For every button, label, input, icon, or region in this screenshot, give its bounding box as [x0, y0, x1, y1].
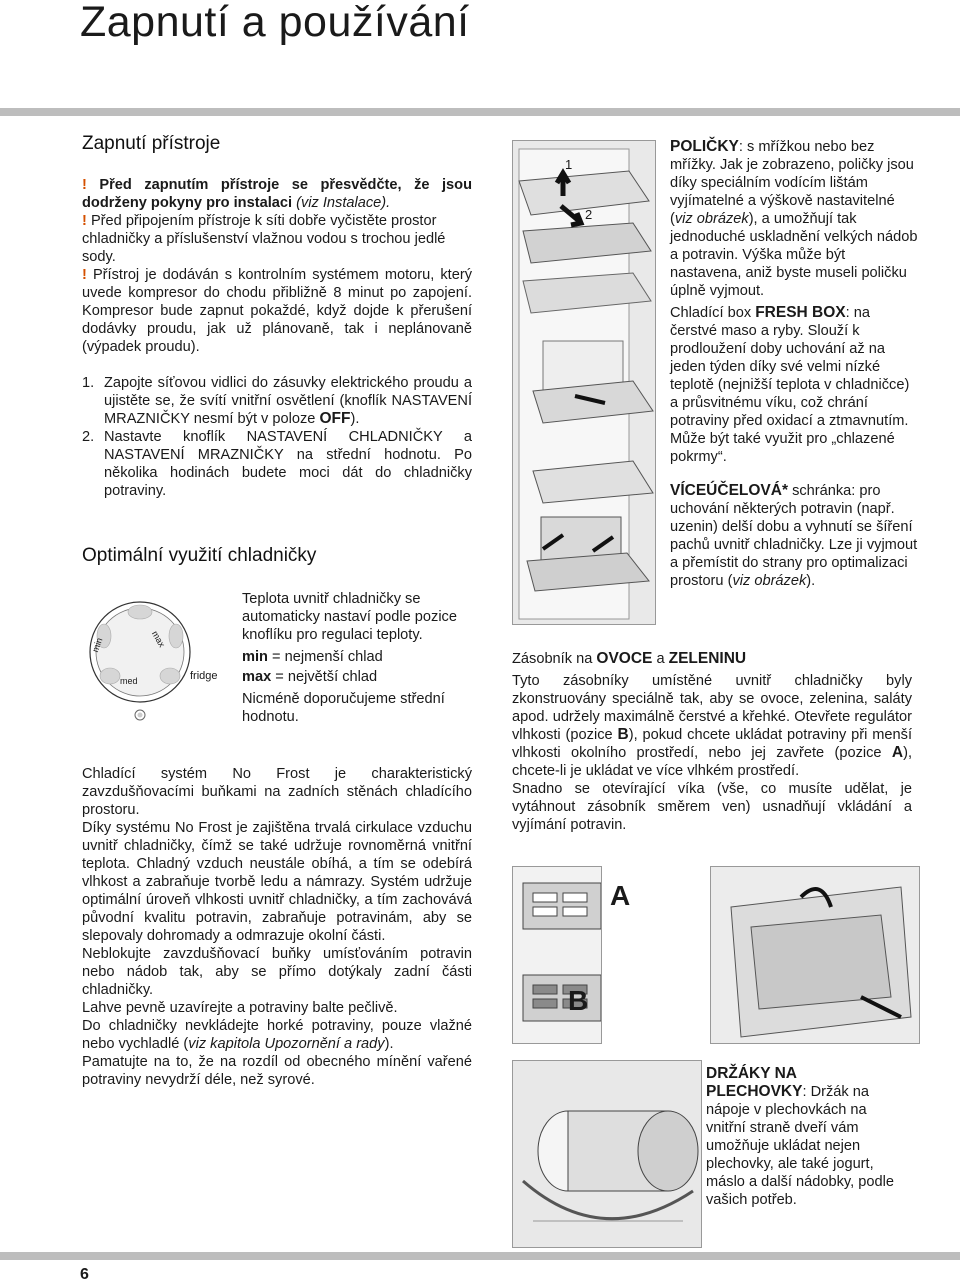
can-holder-key-2: PLECHOVKY — [706, 1083, 803, 1100]
page-title: Zapnutí a používání — [80, 0, 470, 46]
page-number: 6 — [80, 1266, 89, 1283]
recommendation-text: Nicméně doporučujeme střední hodnotu. — [242, 691, 445, 725]
section-heading-power-on: Zapnutí přístroje — [82, 133, 221, 154]
position-b-label: B — [568, 985, 589, 1016]
warning-installation-text: Před zapnutím přístroje se přesvědčte, že jsou dodrženy pokyny pro instalaci — [82, 177, 472, 211]
temperature-description — [242, 590, 467, 726]
position-a-label: A — [610, 880, 631, 911]
shelf-arrow-label-1: 1 — [565, 157, 573, 172]
body-paragraph: Neblokujte zavzdušňovací buňky umísťováním potravin nebo nádob tak, aby se přímo dotýkaly zadní části chladničky. — [82, 946, 472, 998]
multi-purpose-key: VÍCEÚČELOVÁ* — [670, 482, 788, 499]
multi-purpose-text: schránka: pro uchování některých potravin (např. uzenin) delší dobu a vyhnutí se šíření pachů uvnitř chladničky. Lze ji vyjmout a přemístit do strany pro optimalizaci prostoru ( — [670, 483, 918, 589]
drawer-text-b: ), pokud chcete ukládat potraviny při menší vlhkosti okolního prostředí, nebo jej zavřete (pozice — [512, 727, 912, 761]
figure-reference: viz obrázek — [674, 211, 749, 227]
warning-mark: ! — [82, 267, 87, 283]
fresh-box-paragraph — [670, 304, 920, 466]
step-number: 1. — [82, 375, 95, 391]
humidity-regulator-illustration — [513, 867, 602, 1044]
section-heading-optimal-use: Optimální využití chladničky — [82, 545, 317, 566]
shelves-text-end: ), a umožňují tak jednoduché uskladnění velkých nádob a potravin. Výška může být nastavena, aniž byste museli poličku úplně vyjmout. — [670, 211, 918, 299]
knob-min-label: min — [90, 636, 105, 654]
hot-food-end: ). — [384, 1036, 394, 1052]
temperature-text: Teplota uvnitř chladničky se automaticky nastaví podle pozice knoflíku pro regulaci teploty. — [242, 591, 457, 643]
fresh-box-key: FRESH BOX — [755, 304, 846, 321]
warning-mark: ! — [82, 213, 87, 229]
top-divider — [0, 108, 960, 116]
position-b: B — [617, 726, 629, 743]
vegetable-drawer-heading — [512, 650, 912, 668]
knob-med-label: med — [120, 676, 138, 686]
warning-compressor-text: Přístroj je dodáván s kontrolním systémem motoru, který uvede kompresor do chodu přibližně 8 minut po zapojení. Kompresor bude zapnut pokaždé, když dojde k přerušení dodávky proudu, jak už plánovaně, tak i neplánovaně (výpadek proudu). — [82, 267, 472, 355]
fruit-key: OVOCE — [596, 650, 653, 667]
can-holder-description — [706, 1065, 906, 1209]
shelf-arrow-label-2: 2 — [585, 207, 593, 222]
shelves-key: POLIČKY — [670, 138, 739, 155]
fresh-box-prefix: Chladící box — [670, 305, 752, 321]
shelves-description — [670, 138, 920, 590]
vegetable-drawer-description — [512, 650, 912, 834]
max-key: max — [242, 669, 272, 685]
humidity-regulator-figure — [512, 866, 602, 1044]
shelves-text: : s mřížkou nebo bez mřížky. Jak je zobrazeno, poličky jsou díky speciálním vodícím lištám vyjímatelné a výškově nastavitelné ( — [670, 139, 914, 227]
drawer-heading-prefix: Zásobník na — [512, 651, 593, 667]
vegetable-drawer-lids: Snadno se otevírající víka (vše, co musíte udělat, je vytáhnout zásobník směrem ven) usnadňují vkládání a vyjímání potravin. — [512, 781, 912, 833]
bottom-divider — [0, 1252, 960, 1260]
warning-compressor — [82, 266, 472, 356]
drawer-text-a: Tyto zásobníky umístěné uvnitř chladničky byly zkonstruovány speciálně tak, aby se ovoce, zelenina, saláty apod. udržely maximálně čerstvé a křehké. Otevřete regulátor vlhkosti (pozice — [512, 673, 912, 743]
step-number: 2. — [82, 429, 95, 445]
step-1 — [82, 374, 472, 428]
fridge-shelves-figure — [512, 140, 656, 625]
min-value: = nejmenší chlad — [272, 649, 383, 665]
warning-installation — [82, 176, 472, 212]
vegetable-drawer-illustration — [711, 867, 920, 1044]
can-holder-figure — [512, 1060, 702, 1248]
knob-max-label: max — [149, 629, 168, 649]
temperature-knob-icon — [82, 592, 222, 732]
min-key: min — [242, 649, 268, 665]
knob-fridge-label: fridge — [190, 670, 218, 682]
can-holder-illustration — [513, 1061, 702, 1248]
can-holder-paragraph — [706, 1083, 906, 1209]
warning-mark: ! — [82, 177, 87, 193]
max-row — [242, 668, 467, 686]
body-paragraph: Díky systému No Frost je zajištěna trvalá cirkulace vzduchu uvnitř chladničky, čímž se také udržuje rovnoměrná vnitřní teplota. Chladný vzduch neustále obíhá, a tím se odebírá vlhkost a zabraňuje tvorbě ledu a námrazy. Systém udržuje optimální úroveň vlhkosti uvnitř chladničky, a tím zachovává původní kvalitu potravin, zabraňuje potravinám, aby se slepovaly dohromady a odmrazuje okolní části. — [82, 820, 472, 944]
can-holder-key-1: DRŽÁKY NA — [706, 1065, 797, 1082]
step-1-text: Zapojte síťovou vidlici do zásuvky elektrického proudu a ujistěte se, že svítí vnitřní osvětlení (knoflík NASTAVENÍ MRAZNIČKY nesmí být v poloze — [104, 375, 472, 427]
hot-food-text: Do chladničky nevkládejte horké potraviny, pouze vlažné nebo vychladlé ( — [82, 1018, 472, 1052]
body-paragraph — [82, 1017, 472, 1053]
warning-cleaning — [82, 212, 472, 266]
multi-purpose-end: ). — [806, 573, 816, 589]
step-2 — [82, 428, 472, 500]
body-paragraph: Pamatujte na to, že na rozdíl od obecného mínění vařené potraviny nevydrží déle, než syrové. — [82, 1054, 472, 1088]
body-paragraph: Lahve pevně uzavírejte a potraviny balte pečlivě. — [82, 1000, 398, 1016]
warning-cleaning-text: Před připojením přístroje k síti dobře vyčistěte prostor chladničky a příslušenství vlažnou vodou s trochou jedlé sody. — [82, 213, 446, 265]
multi-purpose-paragraph — [670, 482, 920, 590]
step-1-end: ). — [350, 411, 360, 427]
drawer-heading-and: a — [656, 651, 665, 667]
vegetable-drawer-text — [512, 672, 912, 780]
off-label: OFF — [319, 410, 351, 427]
shelves-paragraph — [670, 138, 920, 300]
position-a: A — [891, 744, 904, 761]
max-value: = největší chlad — [275, 669, 378, 685]
installation-reference: (viz Instalace). — [296, 195, 391, 211]
vegetable-key: ZELENINU — [668, 650, 747, 667]
step-2-text: Nastavte knoflík NASTAVENÍ CHLADNIČKY a NASTAVENÍ MRAZNIČKY na střední hodnotu. Po několika hodinách budete moci dát do chladničky potraviny. — [104, 429, 472, 499]
warnings-reference: viz kapitola Upozornění a rady — [188, 1036, 385, 1052]
can-holder-text: : Držák na nápoje v plechovkách na vnitřní straně dveří vám umožňuje ukládat nejen plechovky, ale také jogurt, máslo a další nádobky, podle vašich potřeb. — [706, 1084, 894, 1208]
temperature-knob-figure — [82, 592, 222, 732]
drawer-text-c: ), chcete-li je ukládat ve více vlhkém prostředí. — [512, 745, 913, 779]
vegetable-drawer-figure — [710, 866, 920, 1044]
figure-reference: viz obrázek — [732, 573, 807, 589]
left-column — [82, 133, 472, 500]
min-row — [242, 648, 467, 666]
no-frost-description — [82, 765, 472, 1089]
body-paragraph: Chladící systém No Frost je charakteristický zavzdušňovacími buňkami na zadních stěnách chladícího prostoru. — [82, 766, 472, 818]
fresh-box-text: : na čerstvé maso a ryby. Slouží k prodloužení doby uchování až na jeden týden díky své velmi nízké teplotě (nejnižší teplota v chladničce) a průsvitnému víku, což chrání potraviny před oxidací a ztmavnutím. Může být také využit pro „chlazené pokrmy“. — [670, 305, 910, 465]
